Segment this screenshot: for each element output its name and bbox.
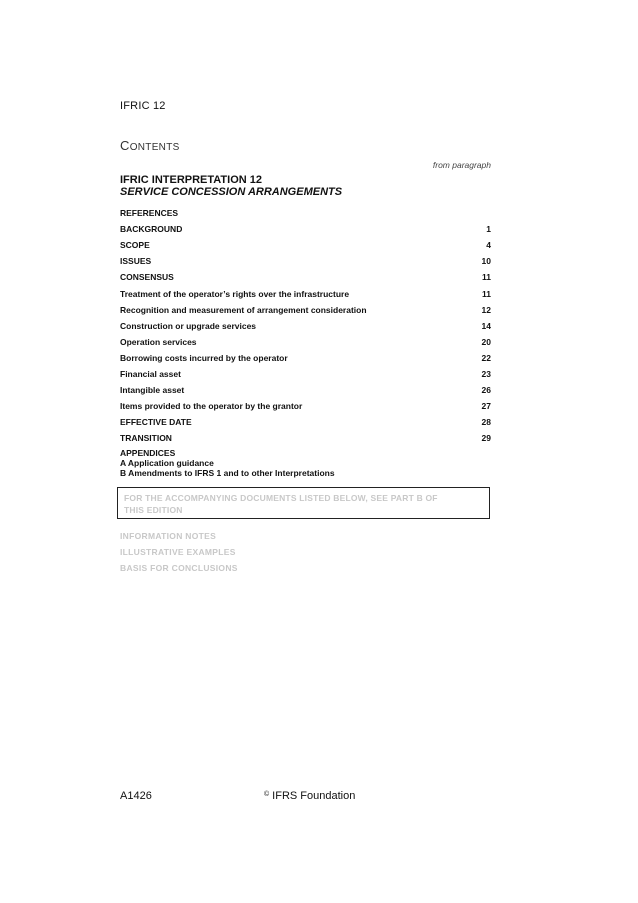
toc-entry-paragraph-number: 29 [481,433,491,444]
contents-heading-initial: C [120,138,130,153]
running-header: IFRIC 12 [120,100,166,112]
toc-entry-label: Recognition and measurement of arrangement consideration [120,304,367,315]
toc-entry-label: Treatment of the operator’s rights over the infrastructure [120,288,350,299]
copyright-notice [264,790,355,802]
toc-entry[interactable] [120,288,491,300]
toc-entry-paragraph-number: 27 [481,401,491,412]
basis-for-conclusions-link[interactable]: BASIS FOR CONCLUSIONS [120,563,238,573]
toc-entry-paragraph-number: 14 [481,320,491,331]
toc-entry-paragraph-number: 11 [482,272,491,283]
toc-entry[interactable] [120,207,491,219]
toc-entry[interactable] [120,255,491,267]
toc-entry-label: TRANSITION [120,433,172,444]
toc-entry[interactable] [120,271,491,283]
document-subtitle: SERVICE CONCESSION ARRANGEMENTS [120,186,343,198]
toc-entry[interactable] [120,352,491,364]
toc-entry[interactable] [120,336,491,348]
information-notes-link[interactable]: INFORMATION NOTES [120,531,217,541]
toc-entry-label: Borrowing costs incurred by the operator [120,352,288,363]
toc-entry[interactable] [120,320,491,332]
toc-entry-paragraph-number: 4 [486,240,491,251]
appendix-item-a[interactable]: A Application guidance [120,458,214,468]
part-b-notice-text: FOR THE ACCOMPANYING DOCUMENTS LISTED BELOW, SEE PART B OF THIS EDITION [124,493,438,515]
document-title: IFRIC INTERPRETATION 12 [120,174,262,186]
toc-entry-label: Financial asset [120,369,181,379]
toc-entry-label: EFFECTIVE DATE [120,417,192,428]
illustrative-examples-link[interactable]: ILLUSTRATIVE EXAMPLES [120,547,236,557]
toc-entry[interactable] [120,384,491,396]
toc-entry-paragraph-number: 28 [481,417,491,428]
copyright-text: IFRS Foundation [272,790,356,802]
toc-entry[interactable] [120,416,491,428]
toc-entry-label: Operation services [120,336,197,347]
toc-entry[interactable] [120,304,491,316]
toc-entry-paragraph-number: 1 [486,224,491,235]
toc-entry[interactable] [120,432,491,444]
toc-entry-paragraph-number: 10 [481,256,491,267]
toc-entry-paragraph-number: 20 [481,336,491,347]
toc-entry-label: ISSUES [120,256,152,267]
page-number: A1426 [120,790,152,802]
contents-heading [120,138,180,153]
toc-entry-label: BACKGROUND [120,224,183,235]
copyright-symbol: © [264,791,270,798]
toc-entry[interactable] [120,239,491,251]
toc-entry[interactable] [120,368,491,380]
toc-entry-paragraph-number: 11 [482,288,491,299]
toc-entry-label: Construction or upgrade services [120,320,257,331]
toc-entry-paragraph-number: 23 [481,369,491,379]
toc-entry-paragraph-number: 26 [481,385,491,396]
appendices-heading: APPENDICES [120,448,176,458]
toc-entry-label: SCOPE [120,240,150,251]
from-paragraph-label: from paragraph [432,160,491,170]
toc-entry-label: CONSENSUS [120,272,174,283]
toc-entry-label: Intangible asset [120,385,185,396]
part-b-notice-box [117,487,490,519]
toc-entry-paragraph-number: 12 [481,304,491,315]
toc-entry[interactable] [120,400,491,412]
contents-heading-rest: ONTENTS [129,142,180,153]
toc-entry-label: REFERENCES [120,208,179,218]
toc-entry[interactable] [120,223,491,235]
appendix-item-b[interactable]: B Amendments to IFRS 1 and to other Interpretations [120,468,335,478]
toc-entry-label: Items provided to the operator by the grantor [120,401,303,412]
toc-entry-paragraph-number: 22 [481,352,491,363]
